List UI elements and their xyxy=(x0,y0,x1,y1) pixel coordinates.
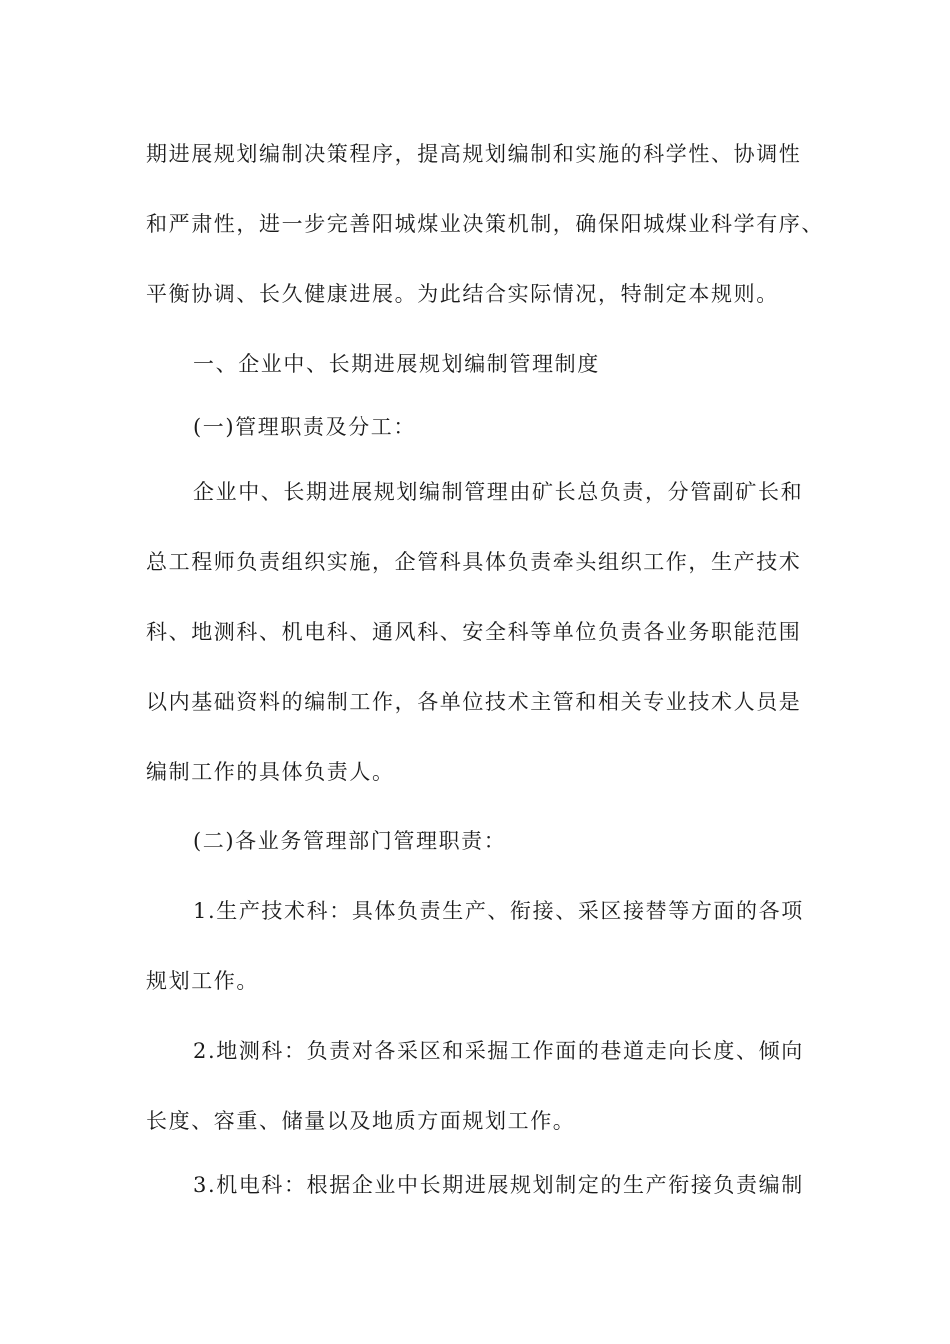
list-item: 1.生产技术科：具体负责生产、衔接、采区接替等方面的各项 xyxy=(193,899,804,923)
paragraph-line: 编制工作的具体负责人。 xyxy=(146,760,395,784)
paragraph-line: 长度、容重、储量以及地质方面规划工作。 xyxy=(146,1109,576,1133)
list-item: 3.机电科：根据企业中长期进展规划制定的生产衔接负责编制 xyxy=(193,1173,804,1197)
paragraph-line: 和严肃性，进一步完善阳城煤业决策机制，确保阳城煤业科学有序、 xyxy=(146,212,824,236)
subsection-heading: (二)各业务管理部门管理职责： xyxy=(193,829,507,853)
paragraph-line: 总工程师负责组织实施，企管科具体负责牵头组织工作，生产技术 xyxy=(146,550,802,574)
paragraph-line: 科、地测科、机电科、通风科、安全科等单位负责各业务职能范围 xyxy=(146,620,802,644)
paragraph-line: 企业中、长期进展规划编制管理由矿长总负责，分管副矿长和 xyxy=(193,480,804,504)
paragraph-line: 期进展规划编制决策程序，提高规划编制和实施的科学性、协调性 xyxy=(146,142,802,166)
list-item: 2.地测科：负责对各采区和采掘工作面的巷道走向长度、倾向 xyxy=(193,1039,804,1063)
subsection-heading: (一)管理职责及分工： xyxy=(193,415,416,439)
paragraph-line: 平衡协调、长久健康进展。为此结合实际情况，特制定本规则。 xyxy=(146,282,779,306)
section-heading: 一、企业中、长期进展规划编制管理制度 xyxy=(193,352,600,376)
paragraph-line: 规划工作。 xyxy=(146,969,259,993)
paragraph-line: 以内基础资料的编制工作，各单位技术主管和相关专业技术人员是 xyxy=(146,690,802,714)
